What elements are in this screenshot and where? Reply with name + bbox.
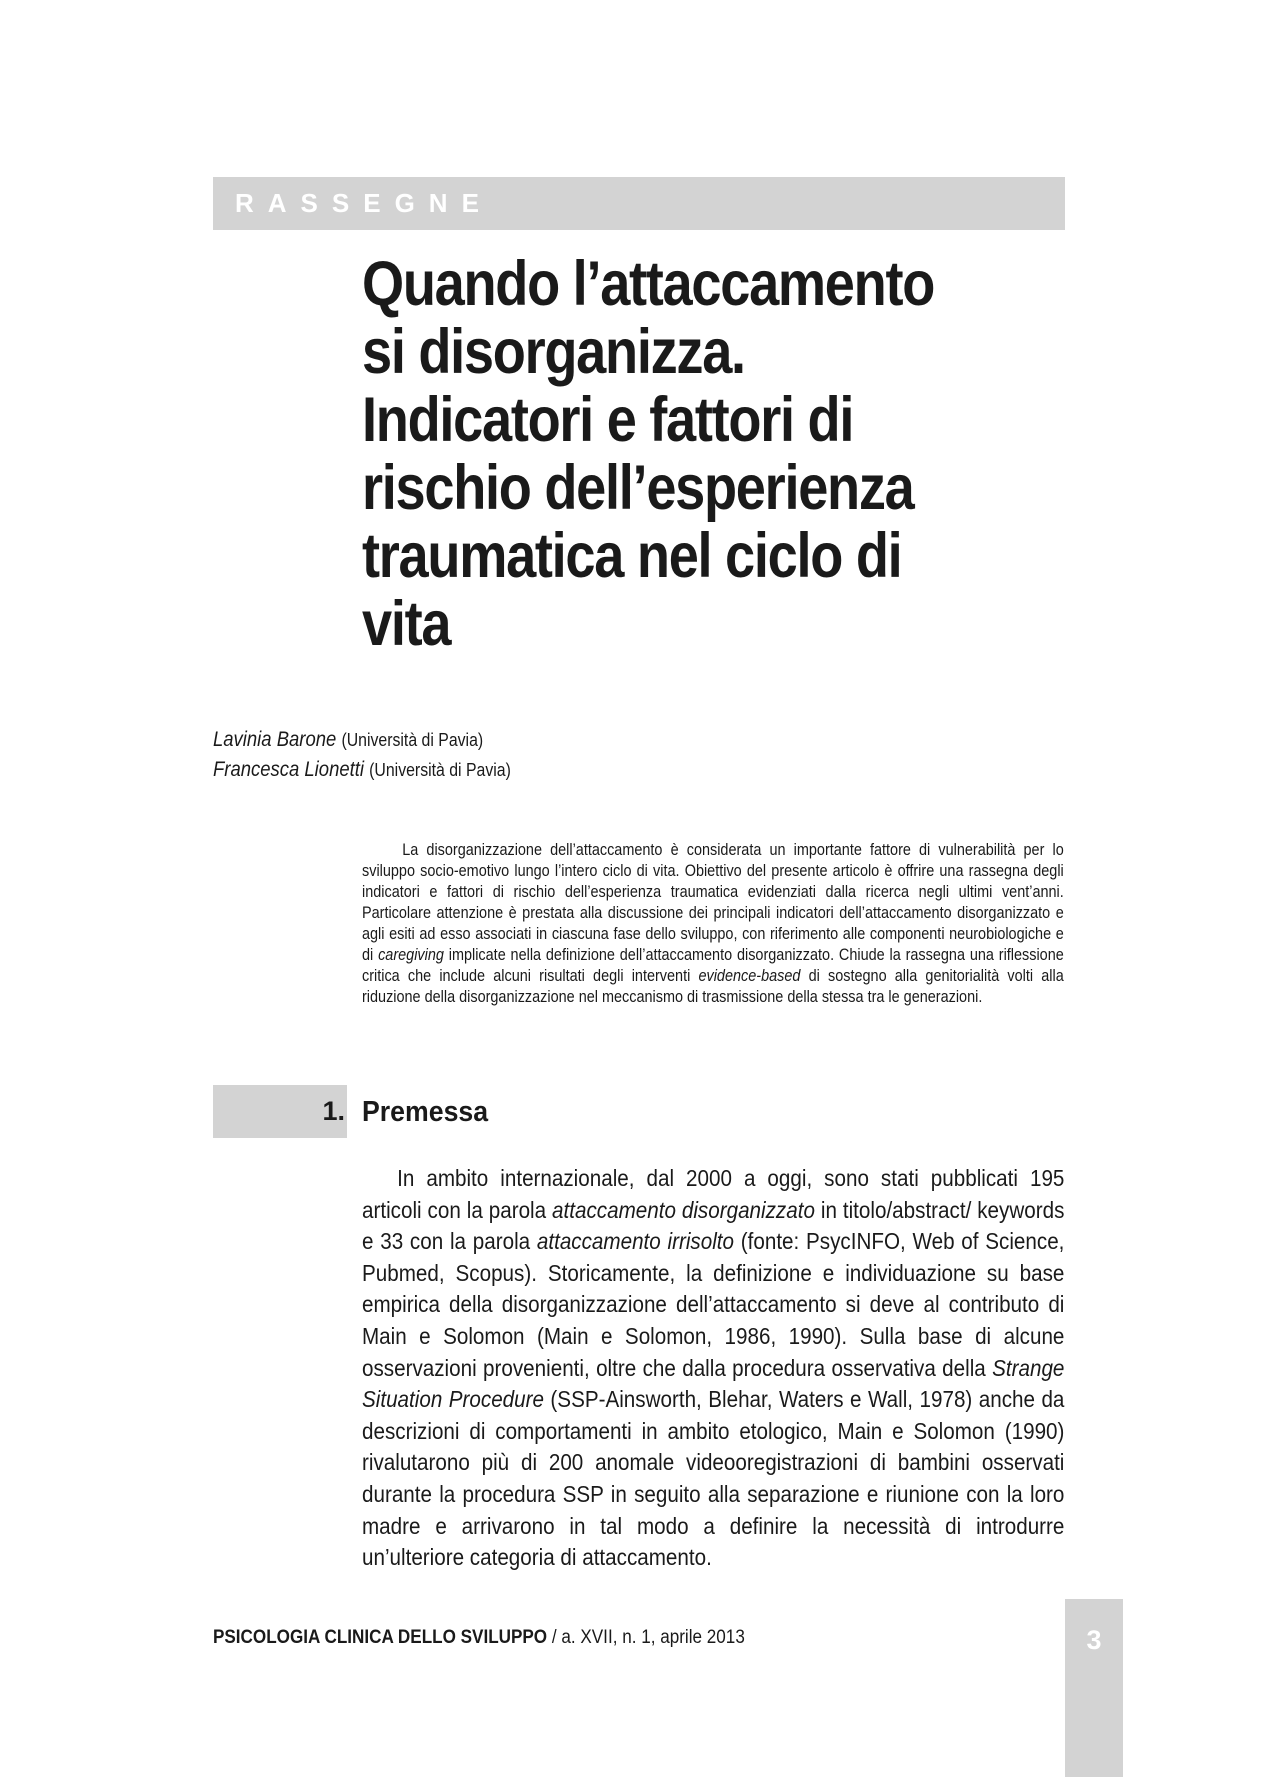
title-line: traumatica nel ciclo di	[362, 521, 902, 591]
body-emphasis: attaccamento disorganizzato	[552, 1196, 815, 1223]
author-name: Lavinia Barone	[213, 728, 337, 751]
body-emphasis: Strange Situation Procedure	[362, 1354, 1065, 1413]
title-line: rischio dell’esperienza	[362, 453, 914, 523]
abstract-text: La disorganizzazione dell’attaccamento è considerata un importante fattore di vulnerabilità per lo sviluppo socio-emotivo lungo l’intero ciclo di vita. Obiettivo del presente articolo è offrire una rassegna degli indicatori e fattori di rischio dell’esperienza traumatica evidenziati dalla ricerca negli ultimi vent’anni. Particolare attenzione è prestata alla discussione dei principali indicatori dell’attaccamento disorganizzato e agli esiti ad esso associati in ciascuna fase dello sviluppo, con riferimento alle componenti neurobiologiche e di	[362, 841, 1064, 964]
section-title: Premessa	[362, 1096, 489, 1128]
article-title	[362, 250, 981, 658]
running-footer	[213, 1627, 745, 1649]
section-band	[213, 177, 1065, 230]
section-number: 1.	[322, 1096, 345, 1126]
journal-name: PSICOLOGIA CLINICA DELLO SVILUPPO	[213, 1627, 548, 1648]
abstract-emphasis: caregiving	[378, 946, 444, 964]
abstract-emphasis: evidence-based	[698, 967, 801, 985]
author-name: Francesca Lionetti	[213, 758, 365, 781]
body-text: In ambito internazionale, dal 2000 a oggi, sono stati pubblicati 195 articoli con la parola	[362, 1165, 1065, 1223]
title-line: Quando l’attaccamento	[362, 249, 935, 319]
page-tab	[1065, 1599, 1123, 1777]
title-line: si disorganizza.	[362, 317, 745, 387]
section-label: RASSEGNE	[235, 188, 493, 218]
author-list	[213, 725, 511, 785]
title-line: Indicatori e fattori di	[362, 385, 854, 455]
abstract-text: implicate nella definizione dell’attaccamento disorganizzato. Chiude la rassegna una riflessione critica che include alcuni risultati degli interventi	[362, 946, 1064, 985]
journal-issue: / a. XVII, n. 1, aprile 2013	[547, 1627, 745, 1648]
author-affiliation: (Università di Pavia)	[369, 760, 511, 780]
body-text: (fonte: PsycINFO, Web of Science, Pubmed, Scopus). Storicamente, la definizione e individuazione su base empirica della disorganizzazione dell’attaccamento si deve al contributo di Main e Solomon (Main e Solomon, 1986, 1990). Sulla base di alcune osservazioni provenienti, oltre che dalla procedura osservativa della	[362, 1228, 1065, 1381]
title-line: vita	[362, 589, 451, 659]
abstract-text: di sostegno alla genitorialità volti alla riduzione della disorganizzazione nel meccanismo di trasmissione della stessa tra le generazioni.	[362, 967, 1064, 1006]
body-emphasis: attaccamento irrisolto	[536, 1228, 735, 1255]
body-text: (SSP-Ainsworth, Blehar, Waters e Wall, 1978) anche da descrizioni di comportamenti in ambito etologico, Main e Solomon (1990) rivalutarono più di 200 anomale videooregistrazioni di bambini osservati durante la procedura SSP in seguito alla separazione e riunione con la loro madre e arrivarono in tal modo a definire la necessità di introdurre un’ulteriore categoria di attaccamento.	[362, 1386, 1065, 1571]
author-entry	[213, 725, 511, 755]
author-affiliation: (Università di Pavia)	[341, 730, 484, 750]
section-number-band	[213, 1085, 347, 1138]
abstract	[362, 840, 1064, 1008]
page-number: 3	[1086, 1625, 1102, 1655]
body-paragraph	[362, 1163, 1064, 1574]
author-entry	[213, 755, 511, 785]
body-text: in titolo/abstract/ keywords e 33 con la parola	[362, 1196, 1065, 1255]
